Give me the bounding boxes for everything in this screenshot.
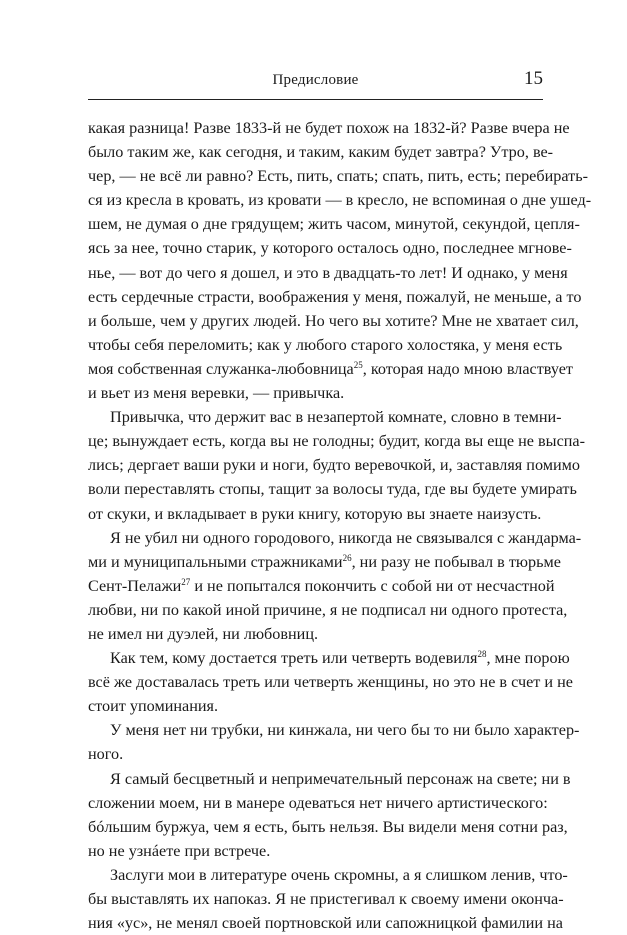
text-line [88,791,548,815]
text-segment: , которая надо мною властвует [362,359,574,378]
text-segment: сложении моем, ни в манере одеваться нет ничего артистического: [88,793,548,812]
text-line [88,453,580,477]
text-line [88,212,580,236]
text-line [88,622,543,646]
text-line [88,164,588,188]
running-head [88,68,543,94]
text-segment: нье, — вот до чего я дошел, и это в двадцать-то лет! И однако, у меня [88,263,568,282]
header-rule [88,99,543,100]
text-segment: от скуки, и вкладывает в руки книгу, которую вы знаете наизусть. [88,504,542,523]
text-line [88,911,563,935]
text-segment: было таким же, как сегодня, и таким, каким будет завтра? Утро, ве- [88,143,554,162]
body-text [88,116,592,935]
text-segment: Привычка, что держит вас в незапертой комнате, словно в темни- [110,408,562,427]
text-segment: це; вынуждает есть, когда вы не голодны; будит, когда вы еще не выспа- [88,432,585,451]
text-line [88,863,568,887]
text-line [88,670,573,694]
text-line [88,285,582,309]
text-segment: Сент-Пелажи [88,576,182,595]
text-segment: ния «ус», не менял своей портновской или сапожницкой фамилии на [88,914,563,933]
text-segment: и больше, чем у других людей. Но чего вы хотите? Мне не хватает сил, [88,311,579,330]
text-segment: Я самый бесцветный и непримечательный персонаж на свете; ни в [110,769,571,788]
text-segment: моя собственная служанка-любовница [88,359,354,378]
text-segment: чер, — не всё ли равно? Есть, пить, спать; спать, пить, есть; перебирать- [88,167,588,186]
text-segment: бóльшим буржуа, чем я есть, быть нельзя. Вы видели меня сотни раз, [88,817,568,836]
text-line [88,718,580,742]
text-segment: но не узнáете при встрече. [88,841,271,860]
text-segment: ного. [88,745,124,764]
text-segment: какая разница! Разве 1833-й не будет похож на 1832-й? Разве вчера не [88,119,570,137]
text-line [88,550,561,574]
page-number: 15 [524,68,543,89]
text-line [88,333,563,357]
text-segment: есть сердечные страсти, воображения у меня, пожалуй, не меньше, а то [88,287,582,306]
text-line [88,477,577,501]
text-segment: , мне порою [486,649,570,668]
text-line [88,839,543,863]
text-line [88,140,554,164]
text-segment: лись; дергает ваши руки и ноги, будто веревочкой, и, заставляя помимо [88,456,580,475]
text-segment: шем, не думая о дне грядущем; жить часом, минутой, секундой, цепля- [88,215,580,234]
text-segment: У меня нет ни трубки, ни кинжала, ни чего бы то ни было характер- [110,721,580,740]
chapter-title: Предисловие [272,72,359,88]
text-segment: ясь за нее, точно старик, у которого осталось одно, последнее мгнове- [88,239,572,258]
text-line [88,694,543,718]
text-segment: любви, ни по какой иной причине, я не подписал ни одного протеста, [88,600,568,619]
text-line [88,309,579,333]
text-line [88,598,568,622]
text-segment: всё же доставалась треть или четверть женщины, но это не в счет и не [88,673,573,692]
text-line [88,815,568,839]
text-segment: чтобы себя переломить; как у любого старого холостяка, у меня есть [88,335,563,354]
text-line [88,116,570,140]
text-segment: Как тем, кому достается треть или четверть водевиля [110,649,478,668]
text-segment: не имел ни дуэлей, ни любовниц. [88,624,319,643]
text-line [88,767,571,791]
footnote-ref[interactable]: 28 [477,649,487,660]
text-line [88,887,564,911]
footnote-ref[interactable]: 26 [342,552,352,563]
text-line [88,261,568,285]
text-line [88,381,543,405]
text-line [88,429,585,453]
text-segment: бы выставлять их напоказ. Я не пристегивал к своему имени оконча- [88,890,564,908]
text-line [88,574,555,598]
text-line [88,742,543,766]
text-segment: Я не убил ни одного городового, никогда не связывался с жандарма- [110,528,582,547]
text-line [88,405,562,429]
text-segment: Заслуги мои в литературе очень скромны, а я слишком ленив, что- [110,865,568,884]
text-segment: воли переставлять стопы, тащит за волосы туда, где вы будете умирать [88,480,577,499]
text-line [88,502,543,526]
text-line [88,188,592,212]
text-segment: стоит упоминания. [88,697,219,716]
text-line [88,526,582,550]
footnote-ref[interactable]: 27 [181,576,191,587]
text-line [88,646,570,670]
text-line [88,236,572,260]
text-segment: , ни разу не побывал в тюрьме [351,552,561,571]
text-line [88,357,574,381]
footnote-ref[interactable]: 25 [353,359,363,370]
text-segment: ми и муниципальными стражниками [88,552,343,571]
text-segment: и вьет из меня веревки, — привычка. [88,384,345,403]
text-segment: ся из кресла в кровать, из кровати — в кресло, не вспоминая о дне ушед- [88,191,592,210]
text-segment: и не попытался покончить с собой ни от несчастной [190,576,555,595]
